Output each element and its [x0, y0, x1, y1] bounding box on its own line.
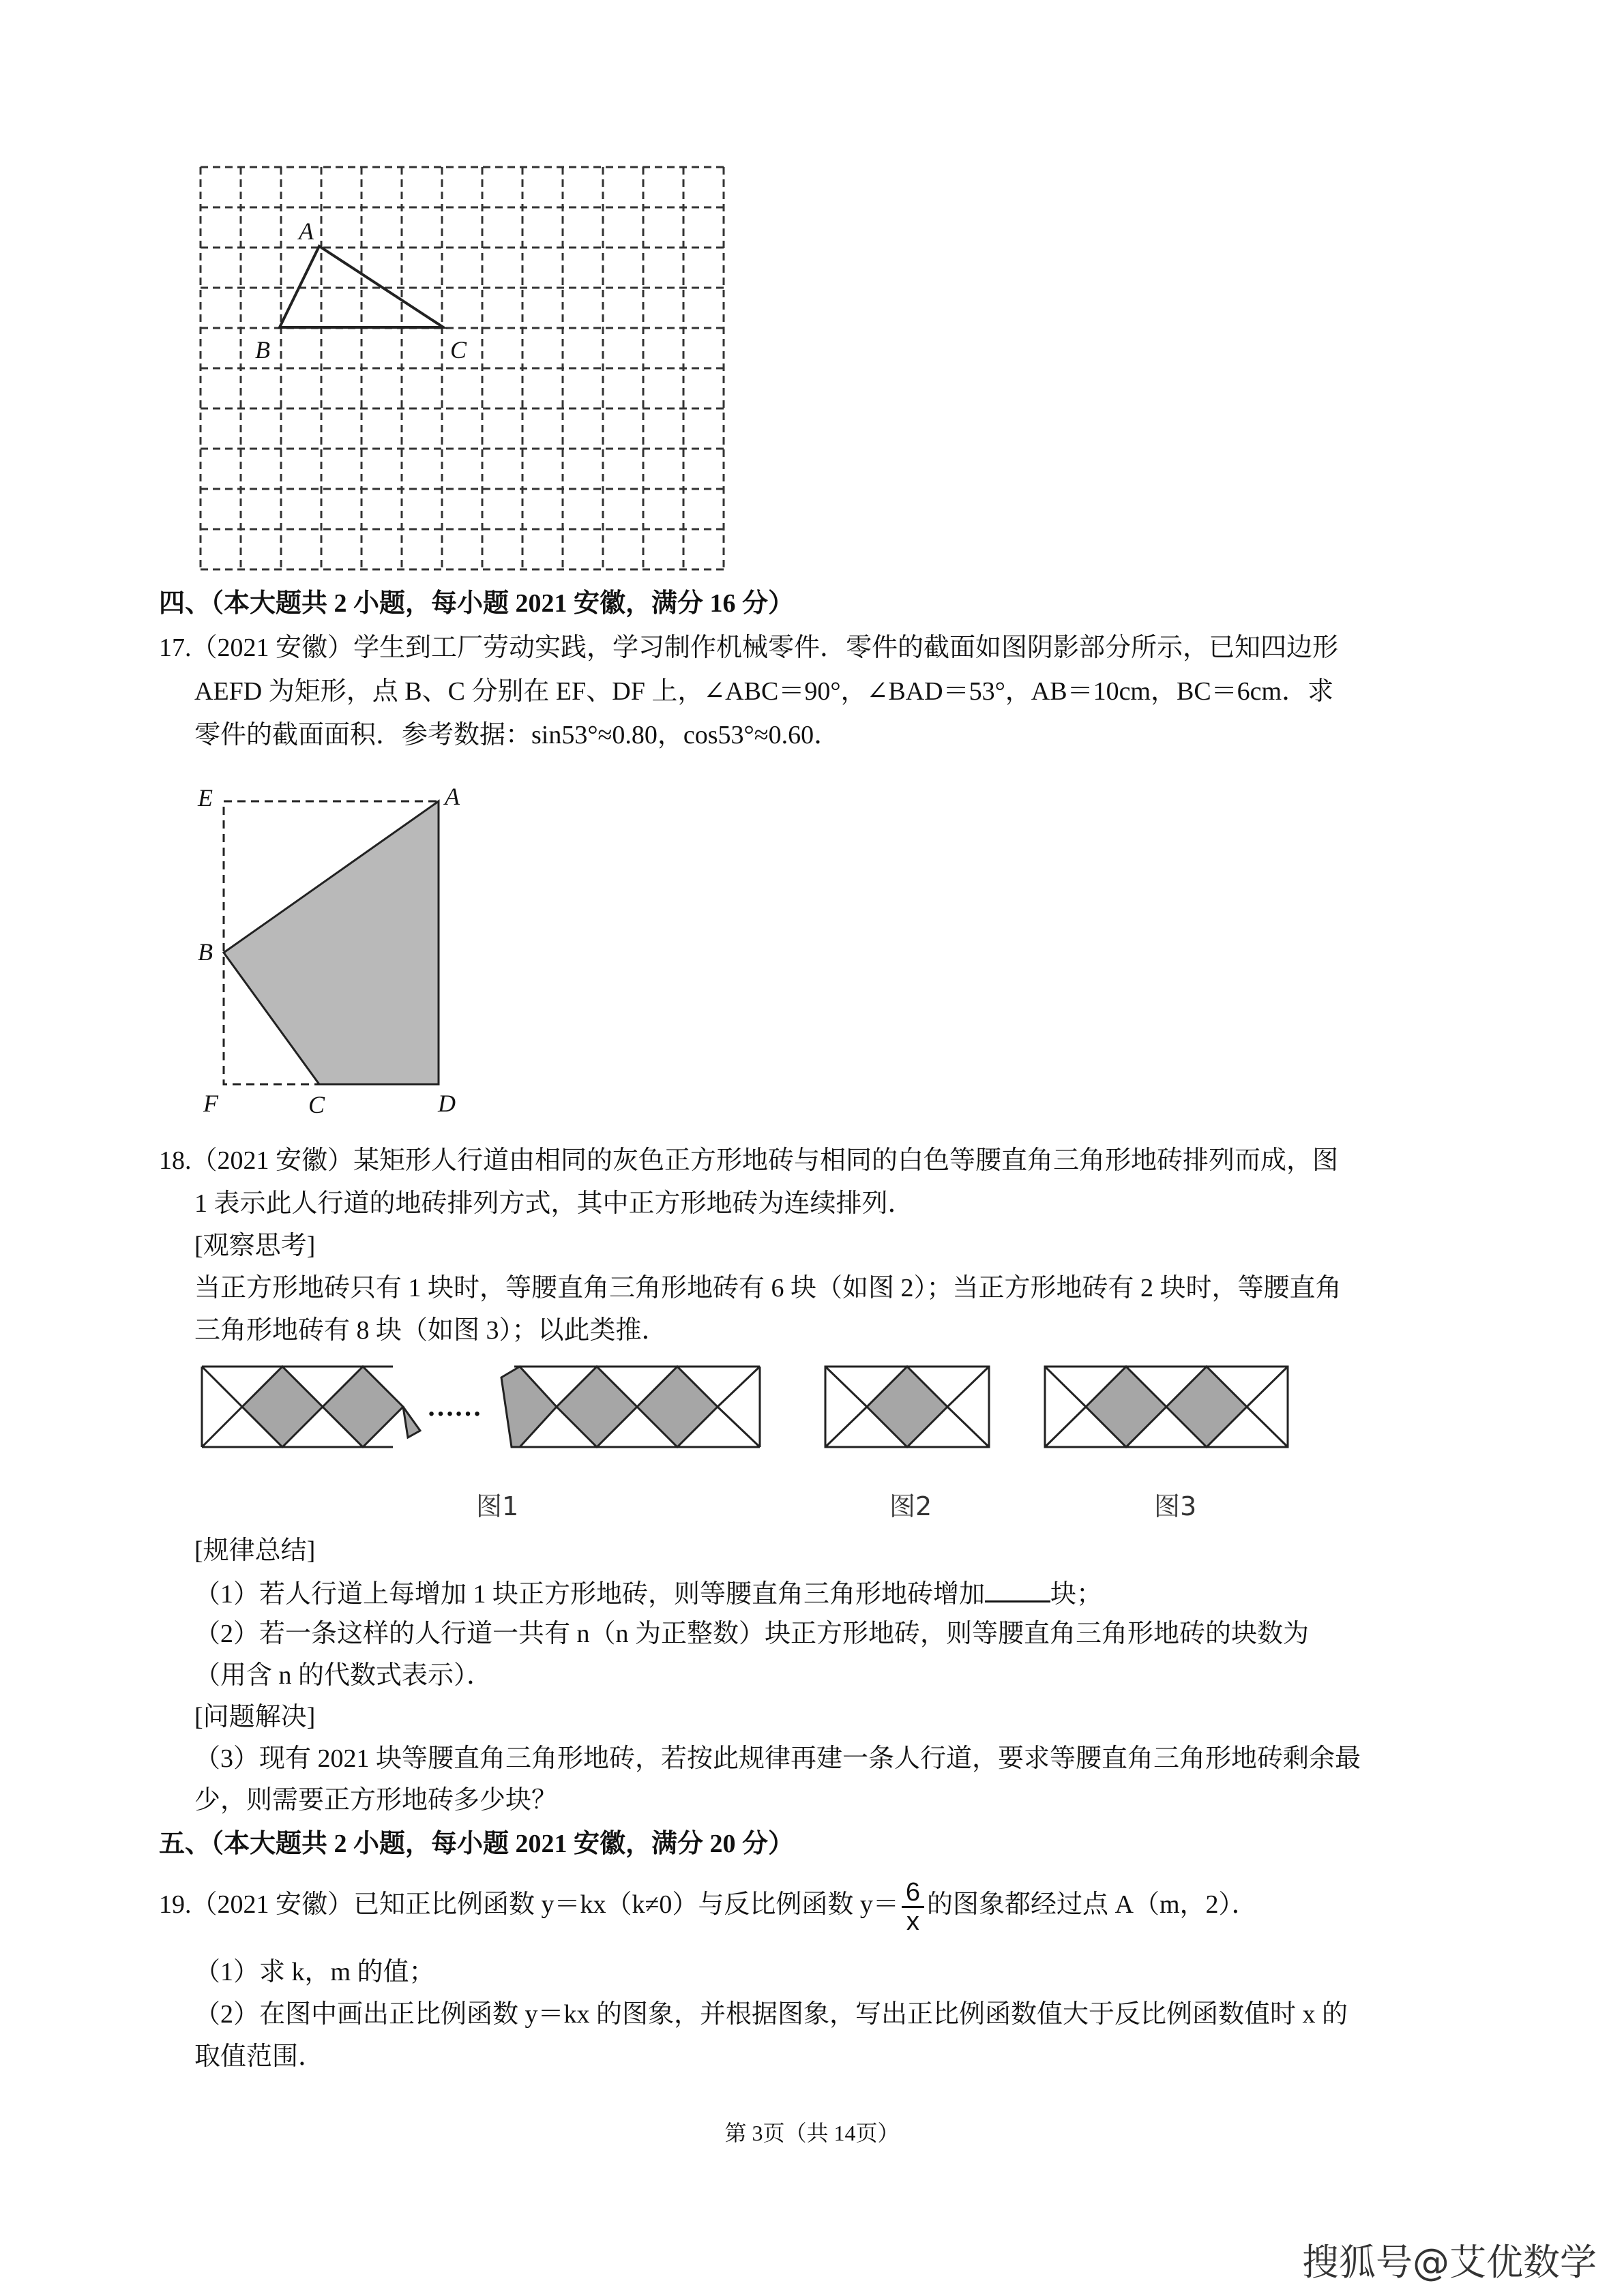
label-a: A: [299, 218, 314, 245]
label-f: F: [203, 1090, 218, 1117]
label-d: D: [438, 1090, 456, 1117]
q17-figure: [191, 777, 491, 1132]
fig3-tiles: [1045, 1367, 1288, 1447]
section5-heading: 五、（本大题共 2 小题，每小题 2021 安徽，满分 20 分）: [159, 1830, 795, 1858]
fig1-right-piece: [501, 1367, 760, 1447]
q18-observe-title: [观察思考]: [194, 1232, 316, 1260]
fig2-tiles: [825, 1367, 989, 1447]
q18-line2: 1 表示此人行道的地砖排列方式，其中正方形地砖为连续排列．: [194, 1189, 914, 1218]
q18-solve-title: [问题解决]: [194, 1703, 316, 1731]
shaded-part: [224, 801, 439, 1084]
label-a: A: [445, 783, 460, 810]
fig3-caption: 图3: [1154, 1491, 1197, 1521]
q18-line1: 18.（2021 安徽）某矩形人行道由相同的灰色正方形地砖与相同的白色等腰直角三角形地砖排列而成，图: [159, 1146, 1339, 1175]
fraction-denominator: x: [906, 1907, 919, 1936]
q18-observe1: 当正方形地砖只有 1 块时，等腰直角三角形地砖有 6 块（如图 2）；当正方形地砖有 2 块时，等腰直角: [194, 1274, 1342, 1302]
q18-observe2: 三角形地砖有 8 块（如图 3）；以此类推．: [194, 1316, 668, 1345]
q19-line1: [159, 1872, 1258, 1937]
q18-part1-text: （1）若人行道上每增加 1 块正方形地砖，则等腰直角三角形地砖增加: [194, 1580, 986, 1609]
q19-part2b: 取值范围．: [194, 2042, 325, 2071]
answer-blank[interactable]: [985, 1576, 1050, 1602]
fraction-numerator: 6: [902, 1879, 924, 1908]
section4-heading: 四、（本大题共 2 小题，每小题 2021 安徽，满分 16 分）: [159, 589, 795, 618]
q18-part1: [194, 1576, 1102, 1611]
q17-line2: AEFD 为矩形，点 B、C 分别在 EF、DF 上，∠ABC＝90°，∠BAD＝53°，AB＝10cm，BC＝6cm．求: [194, 677, 1334, 706]
label-b: B: [198, 938, 213, 966]
q18-part1-end: 块；: [1050, 1580, 1103, 1609]
q18-rule-title: [规律总结]: [194, 1536, 316, 1565]
q18-tile-figures: [191, 1357, 1310, 1534]
page-footer: 第 3页（共 14页）: [724, 2121, 900, 2145]
q19-part1: （1）求 k，m 的值；: [194, 1958, 435, 1986]
q18-part3b: 少，则需要正方形地砖多少块？: [194, 1786, 558, 1815]
q18-part2a: （2）若一条这样的人行道一共有 n（n 为正整数）块正方形地砖，则等腰直角三角形地砖的块数为: [194, 1620, 1310, 1648]
q19-text-pre: 19.（2021 安徽）已知正比例函数 y＝kx（k≠0）与反比例函数 y＝: [159, 1890, 899, 1919]
q16-grid-figure: [184, 160, 750, 583]
q17-line1: 17.（2021 安徽）学生到工厂劳动实践，学习制作机械零件．零件的截面如图阴影部分所示，已知四边形: [159, 633, 1339, 662]
q17-line3: 零件的截面面积．参考数据：sin53°≈0.80，cos53°≈0.60．: [194, 721, 840, 749]
label-e: E: [198, 784, 213, 811]
fig2-caption: 图2: [889, 1491, 932, 1521]
fig1-caption: 图1: [476, 1491, 519, 1521]
fig1-left-piece: [202, 1367, 420, 1447]
label-c: C: [308, 1091, 325, 1118]
label-b: B: [255, 336, 270, 363]
q19-text-post: 的图象都经过点 A（m，2）．: [927, 1890, 1258, 1919]
watermark: 搜狐号@艾优数学: [1302, 2241, 1597, 2284]
fig1-ellipsis: ……: [427, 1391, 482, 1422]
q18-part2b: （用含 n 的代数式表示）．: [194, 1661, 493, 1690]
fraction-6-over-x: [902, 1879, 924, 1935]
label-c: C: [450, 336, 467, 363]
q18-part3a: （3）现有 2021 块等腰直角三角形地砖，若按此规律再建一条人行道，要求等腰直角三角形地砖剩余最: [194, 1744, 1361, 1773]
q19-part2a: （2）在图中画出正比例函数 y＝kx 的图象，并根据图象，写出正比例函数值大于反比例函数值时 x 的: [194, 2000, 1348, 2029]
